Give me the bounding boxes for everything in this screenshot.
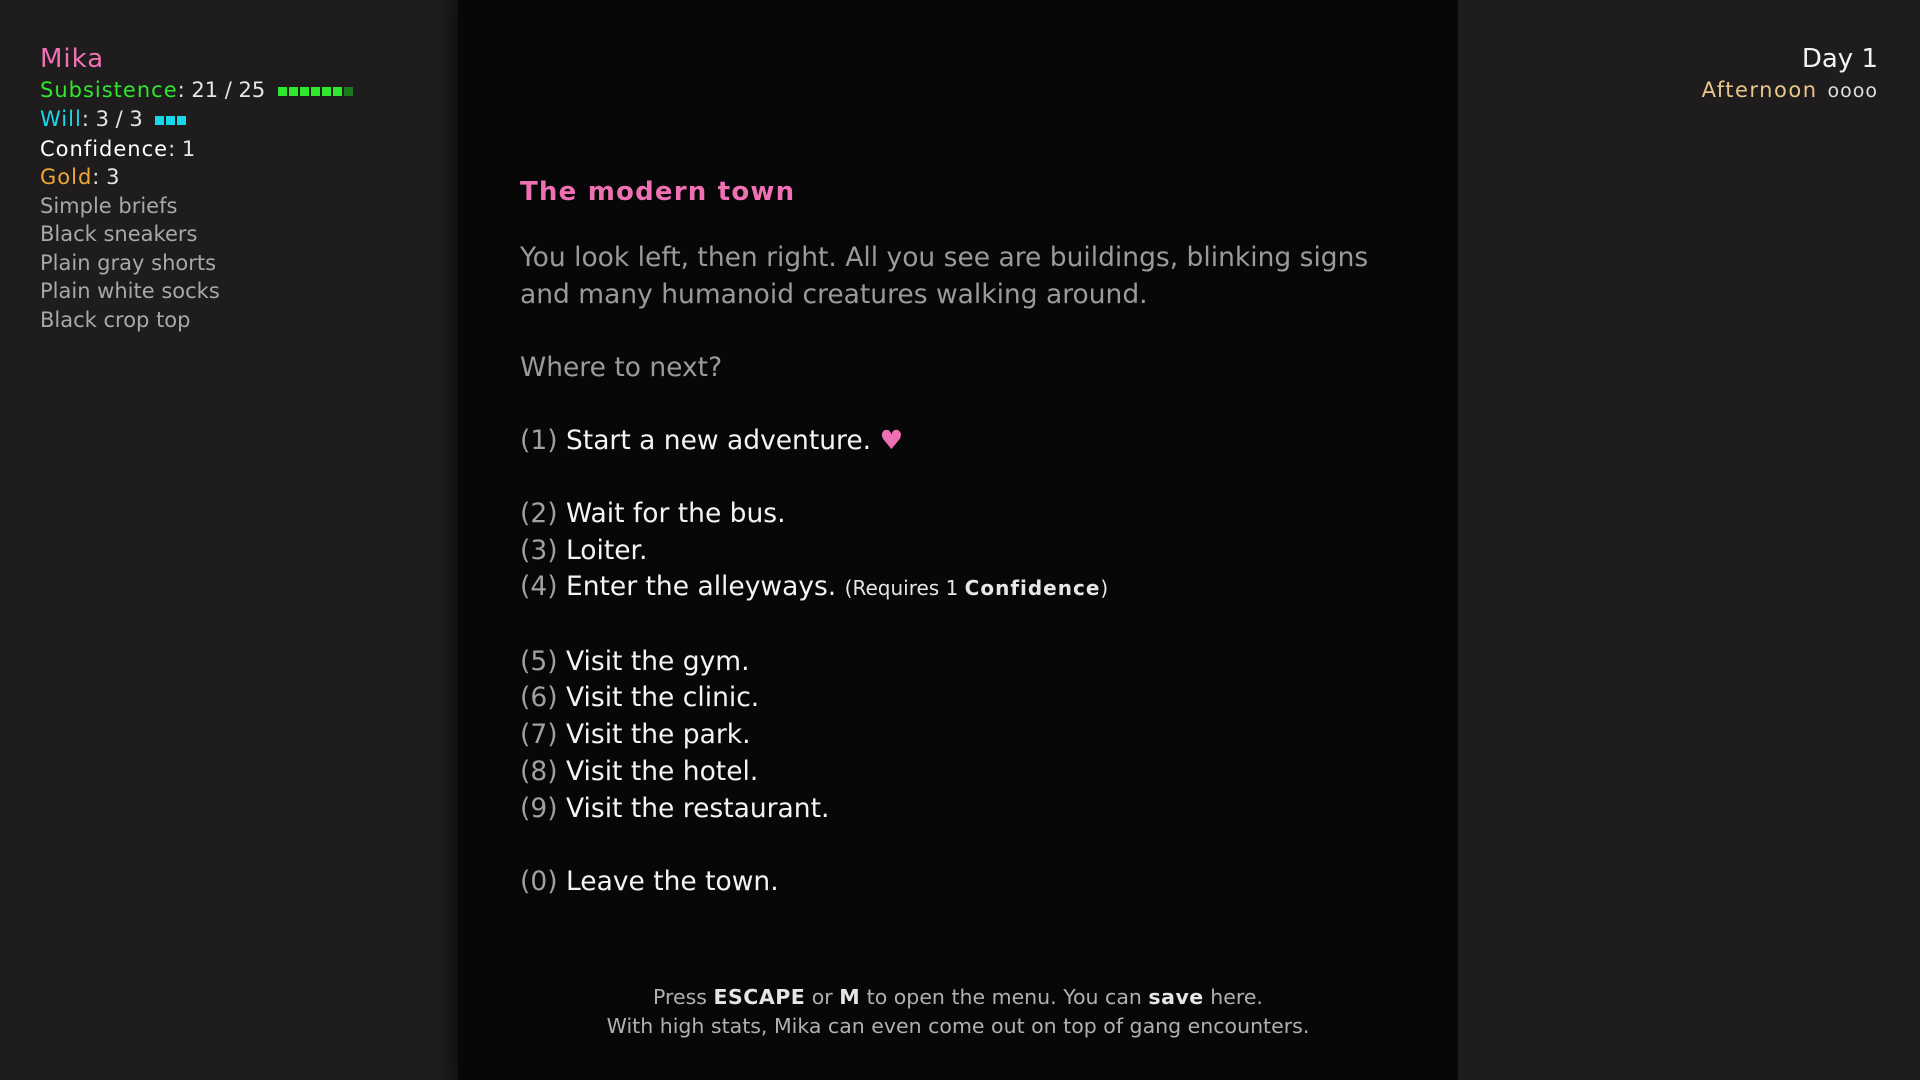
gold-stat: Gold: 3 [40, 165, 120, 189]
bar-segment [278, 87, 287, 96]
m-key: M [839, 985, 861, 1009]
will-bar [155, 104, 188, 133]
save-word: save [1148, 985, 1204, 1009]
choice-text: Loiter. [565, 534, 648, 566]
day-counter: Day 1 [1801, 44, 1878, 74]
time-period: Afternoon [1701, 78, 1818, 102]
clothing-item: Plain white socks [40, 279, 220, 303]
scene-narrative: You look left, then right. All you see are buildings, blinking signs and many humanoid creatures walking around. [520, 242, 1369, 310]
choice-text: Wait for the bus. [565, 497, 786, 529]
bar-segment [289, 87, 298, 96]
character-stats [40, 42, 355, 334]
bar-segment [344, 87, 353, 96]
time-sidebar [1458, 0, 1920, 1080]
subsistence-stat: Subsistence: 21 / 25 [40, 76, 355, 105]
choice-number: (3) [520, 534, 558, 566]
scene-prompt: Where to next? [520, 352, 723, 383]
subsistence-value: 21 / 25 [191, 78, 266, 102]
bar-segment [333, 87, 342, 96]
clothing-item: Black crop top [40, 307, 191, 332]
choice-number: (2) [520, 497, 558, 529]
choice-text: Visit the park. [565, 719, 751, 751]
will-value: 3 / 3 [95, 107, 143, 132]
choice-number: (6) [520, 682, 558, 714]
clothing-item: Simple briefs [40, 193, 178, 218]
clothing-item: Black sneakers [40, 222, 198, 246]
choice-gym[interactable] [520, 644, 1400, 681]
choice-clinic[interactable] [520, 680, 1400, 717]
choice-park[interactable] [520, 717, 1400, 754]
choice-alleyways[interactable] [520, 569, 1400, 607]
choice-leave-town[interactable] [520, 864, 1400, 901]
choice-wait-bus[interactable] [520, 496, 1400, 533]
choice-hotel[interactable] [520, 754, 1400, 791]
choice-text: Leave the town. [565, 865, 779, 897]
scene-content [520, 172, 1400, 901]
clothing-item: Plain gray shorts [40, 250, 217, 275]
time-dots: oooo [1827, 80, 1878, 102]
choice-text: Visit the hotel. [565, 755, 759, 787]
choice-text: Visit the restaurant. [565, 792, 830, 824]
bar-segment [177, 116, 186, 125]
bar-segment [322, 87, 331, 96]
choice-number: (8) [520, 755, 558, 787]
choice-list [520, 423, 1400, 901]
choice-number: (0) [520, 865, 558, 897]
location-title: The modern town [520, 177, 796, 207]
choice-number: (4) [520, 571, 558, 603]
gold-value: 3 [106, 165, 120, 189]
help-line-menu: Press ESCAPE or M to open the menu. You can save here. [653, 985, 1263, 1009]
choice-requirement: (Requires 1 Confidence) [844, 576, 1109, 601]
help-line-tip: With high stats, Mika can even come out on top of gang encounters. [606, 1013, 1310, 1038]
choice-text: Start a new adventure. [565, 424, 872, 456]
gold-label: Gold [40, 165, 93, 189]
escape-key: ESCAPE [713, 985, 806, 1009]
bar-segment [166, 116, 175, 125]
confidence-stat: Confidence: 1 [40, 136, 196, 161]
choice-number: (5) [520, 645, 558, 677]
choice-number: (9) [520, 792, 558, 824]
status-sidebar [0, 0, 458, 1080]
confidence-value: 1 [181, 136, 196, 161]
confidence-label: Confidence [40, 136, 169, 161]
choice-text: Enter the alleyways. [565, 571, 837, 603]
will-label: Will [40, 107, 82, 132]
choice-text: Visit the gym. [565, 645, 750, 677]
will-stat: Will: 3 / 3 [40, 105, 355, 134]
time-of-day [1702, 78, 1878, 102]
choice-loiter[interactable] [520, 533, 1400, 570]
choice-number: (7) [520, 719, 558, 751]
help-footer [458, 983, 1458, 1040]
choice-number: (1) [520, 424, 558, 456]
subsistence-label: Subsistence [40, 78, 178, 102]
bar-segment [311, 87, 320, 96]
requirement-stat: Confidence [964, 576, 1101, 601]
choice-start-adventure[interactable] [520, 423, 1400, 460]
bar-segment [300, 87, 309, 96]
subsistence-bar [278, 75, 355, 104]
choice-text: Visit the clinic. [565, 682, 760, 714]
heart-icon: ♥ [879, 424, 904, 456]
choice-restaurant[interactable] [520, 791, 1400, 828]
character-name: Mika [40, 44, 105, 74]
bar-segment [155, 116, 164, 125]
